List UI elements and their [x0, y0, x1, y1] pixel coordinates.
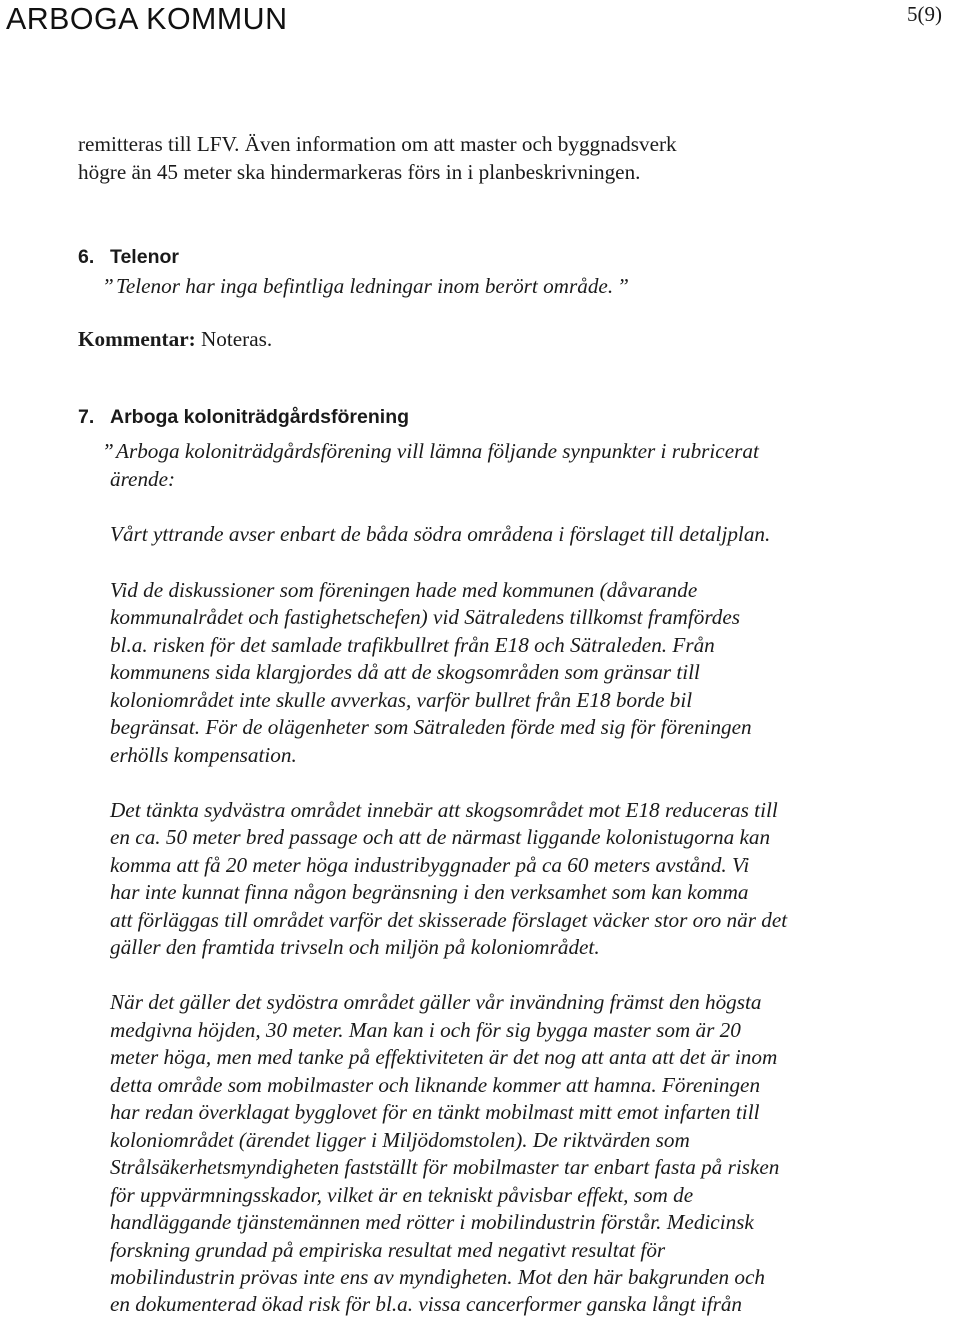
quote-line: medgivna höjden, 30 meter. Man kan i och för sig bygga master som är 20 [110, 1018, 741, 1042]
intro-line: remitteras till LFV. Även information om att master och byggnadsverk [78, 132, 677, 156]
quote-line: begränsat. För de olägenheter som Sätraleden förde med sig för föreningen [110, 715, 752, 739]
quote-line: har redan överklagat bygglovet för en tänkt mobilmast mitt emot infarten till [110, 1100, 760, 1124]
quote-line: har inte kunnat finna någon begränsning i den verksamhet som kan komma [110, 880, 749, 904]
quote-line: meter höga, men med tanke på effektiviteten är det nog att anta att det är inom [110, 1045, 778, 1069]
section-title: Arboga koloniträdgårdsförening [110, 406, 410, 428]
quote-line: detta område som mobilmaster och liknande kommer att hamna. Föreningen [110, 1073, 761, 1097]
quote-line: bl.a. risken för det samlade trafikbullret från E18 och Sätraleden. Från [110, 633, 715, 657]
quote-line: ” Telenor har inga befintliga ledningar inom berört område. ” [116, 272, 629, 300]
comment-label: Kommentar: [78, 327, 196, 351]
quote-line: koloniområdet (ärendet ligger i Miljödomstolen). De riktvärden som [110, 1128, 690, 1152]
quote-line: en dokumenterad ökad risk för bl.a. vissa cancerformer ganska långt ifrån [110, 1292, 743, 1316]
page-number: 5(9) [907, 2, 942, 26]
quote-line: en ca. 50 meter bred passage och att de närmast liggande kolonistugorna kan [110, 825, 771, 849]
section-title: Telenor [110, 246, 179, 268]
quote-line: handläggande tjänstemännen med rötter i mobilindustrin förstår. Medicinsk [110, 1210, 754, 1234]
section-number: 6. [78, 246, 95, 268]
section-heading-telenor [78, 243, 179, 271]
quote-line: kommunens sida klargjordes då att de skogsområden som gränsar till [110, 660, 700, 684]
quote-line: ” Arboga koloniträdgårdsförening vill lämna följande synpunkter i rubricerat [116, 437, 759, 465]
quote-line: När det gäller det sydöstra området gäller vår invändning främst den högsta [110, 990, 762, 1014]
intro-line: högre än 45 meter ska hindermarkeras förs in i planbeskrivningen. [78, 160, 641, 184]
quote-line: komma att få 20 meter höga industribyggnader på ca 60 meters avstånd. Vi [110, 853, 750, 877]
section-number: 7. [78, 406, 95, 428]
quote-line: koloniområdet inte skulle avverkas, varför bullret från E18 borde bil [110, 688, 693, 712]
quote-line: Strålsäkerhetsmyndigheten fastställt för mobilmaster tar enbart fasta på risken [110, 1155, 780, 1179]
quote-line: erhölls kompensation. [110, 743, 297, 767]
quote-line: att förläggas till området varför det skisserade förslaget väcker stor oro när det [110, 908, 788, 932]
quote-line: forskning grundad på empiriska resultat med negativt resultat för [110, 1238, 666, 1262]
quote-line: för uppvärmningsskador, vilket är en tekniskt påvisbar effekt, som de [110, 1183, 694, 1207]
quote-line: Vårt yttrande avser enbart de båda södra områdena i förslaget till detaljplan. [110, 522, 771, 546]
organization-logo: ARBOGA KOMMUN [6, 1, 288, 36]
section-heading-koloni [78, 403, 409, 431]
quote-line: kommunalrådet och fastighetschefen) vid Sätraledens tillkomst framfördes [110, 605, 741, 629]
comment-text: Noteras. [195, 327, 273, 351]
quote-line: gäller den framtida trivseln och miljön på koloniområdet. [110, 935, 600, 959]
quote-line: ärende: [110, 467, 176, 491]
comment [78, 325, 272, 353]
quote-line: Det tänkta sydvästra området innebär att skogsområdet mot E18 reduceras till [110, 798, 778, 822]
quote-line: Vid de diskussioner som föreningen hade med kommunen (dåvarande [110, 578, 698, 602]
quote-line: mobilindustrin prövas inte ens av myndigheten. Mot den här bakgrunden och [110, 1265, 765, 1289]
